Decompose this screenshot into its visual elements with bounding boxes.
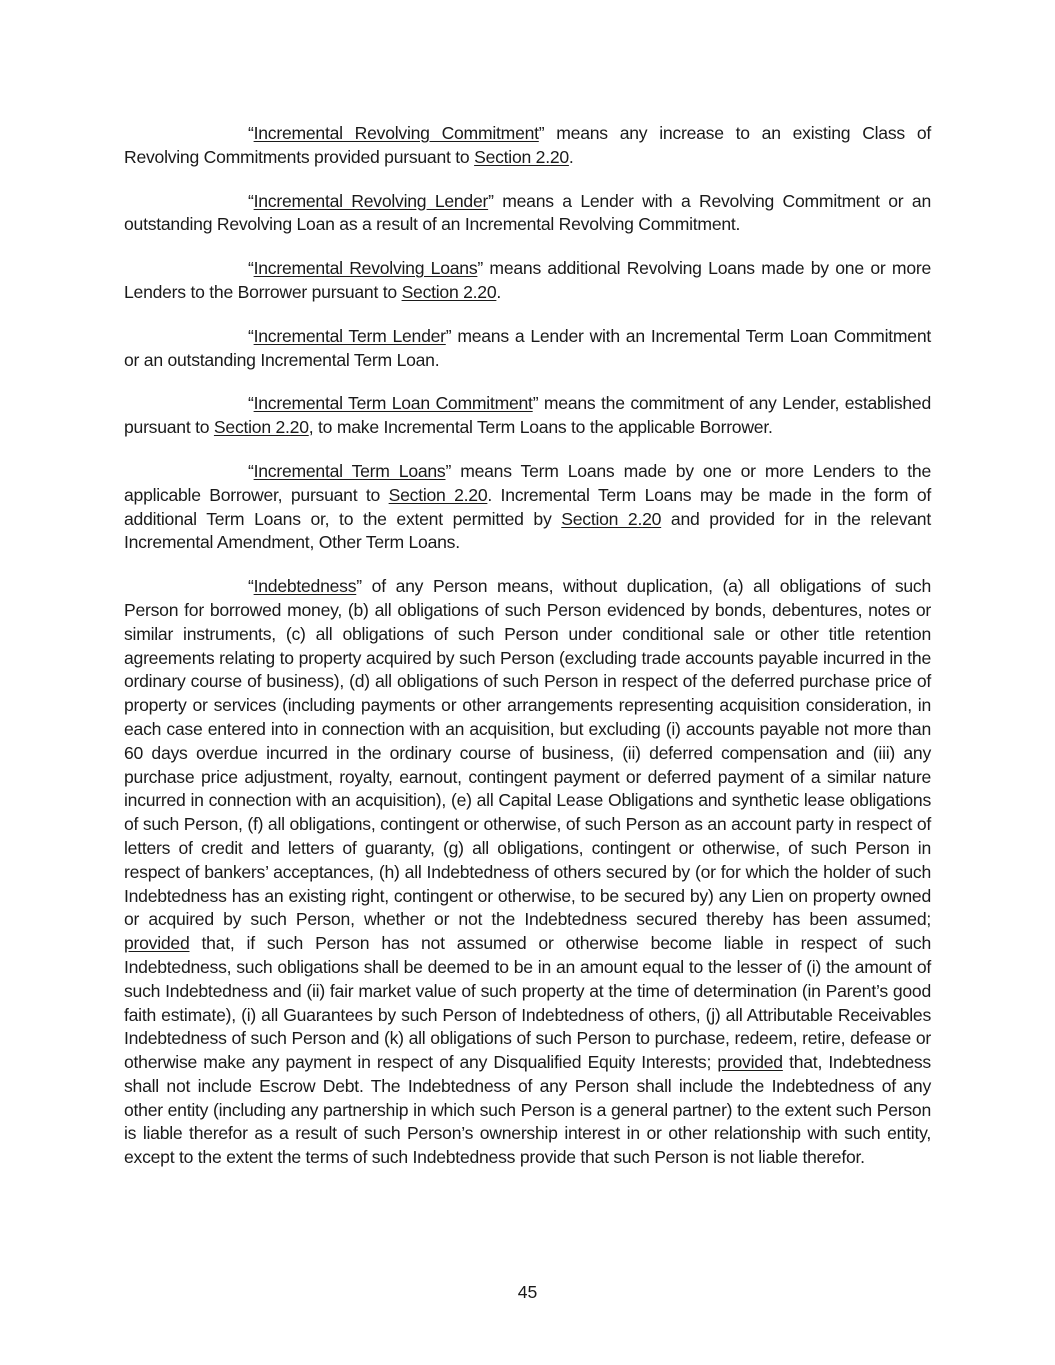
underlined-reference: provided <box>124 933 190 954</box>
definition-paragraph <box>124 325 931 373</box>
defined-term: Incremental Revolving Commitment <box>253 123 539 143</box>
definition-text: . <box>496 281 502 302</box>
definition-text: means additional Revolving Loans made by one or more Lenders to the Borrower pursuant to <box>124 258 931 302</box>
open-quote: “ <box>248 190 254 211</box>
close-quote: ” <box>477 258 483 279</box>
underlined-reference: Section 2.20 <box>388 484 488 505</box>
definition-paragraph <box>124 257 931 305</box>
open-quote: “ <box>248 123 254 143</box>
defined-term: Incremental Term Lender <box>253 325 446 346</box>
close-quote: ” <box>356 576 362 597</box>
open-quote: “ <box>248 325 254 346</box>
definition-paragraph <box>124 460 931 555</box>
definition-paragraph <box>124 122 931 170</box>
underlined-reference: Section 2.20 <box>474 146 569 167</box>
definition-text: of any Person means, without duplication, (a) all obligations of such Person for borrowed money, (b) all obligations of such Person evidenced by bonds, debentures, notes or similar instruments, (c) all obligations of such Person under conditional sale or other title retention agreements relating to property acquired by such Person (excluding trade accounts payable incurred in the ordinary course of business), (d) all obligations of such Person in respect of the deferred purchase price of property or services (including payments or other arrangements representing acquisition consideration, in each case entered into in connection with an acquisition, but excluding (i) accounts payable not more than 60 days overdue incurred in the ordinary course of business, (ii) deferred compensation and (iii) any purchase price adjustment, royalty, earnout, contingent payment or deferred payment of a similar nature incurred in connection with an acquisition), (e) all Capital Lease Obligations and synthetic lease obligations of such Person, (f) all obligations, contingent or otherwise, of such Person as an account party in respect of letters of credit and letters of guaranty, (g) all obligations, contingent or otherwise, of such Person in respect of bankers’ acceptances, (h) all Indebtedness of others secured by (or for which the holder of such Indebtedness has an existing right, contingent or otherwise, to be secured by) any Lien on property owned or acquired by such Person, whether or not the Indebtedness secured thereby has been assumed; <box>124 576 931 930</box>
close-quote: ” <box>532 393 539 414</box>
close-quote: ” <box>445 325 452 346</box>
open-quote: “ <box>248 460 254 481</box>
open-quote: “ <box>248 258 254 279</box>
definition-text: means any increase to an existing Class of Revolving Commitments provided pursuant to <box>124 123 931 167</box>
underlined-reference: Section 2.20 <box>561 508 662 529</box>
open-quote: “ <box>248 393 254 414</box>
close-quote: ” <box>488 190 494 211</box>
definition-paragraph <box>124 392 931 440</box>
underlined-reference: Section 2.20 <box>401 281 497 302</box>
definition-text: means a Lender with a Revolving Commitment or an outstanding Revolving Loan as a result of an Incremental Revolving Commitment. <box>124 190 931 235</box>
document-body <box>124 122 931 1190</box>
definition-text: that, Indebtedness shall not include Escrow Debt. The Indebtedness of any Person shall include the Indebtedness of any other entity (including any partnership in which such Person is a general partner) to the extent such Person is liable therefor as a result of such Person’s ownership interest in or other relationship with such entity, except to the extent the terms of such Indebtedness provide that such Person is not liable therefor. <box>124 1052 931 1168</box>
underlined-reference: provided <box>717 1052 783 1073</box>
definition-text: . <box>568 146 574 167</box>
definition-text: means the commitment of any Lender, established pursuant to <box>124 393 931 438</box>
definition-text: that, if such Person has not assumed or otherwise become liable in respect of such Indebtedness, such obligations shall be deemed to be in an amount equal to the lesser of (i) the amount of such Indebtedness and (ii) fair market value of such property at the time of determination (in Parent’s good faith estimate), (i) all Guarantees by such Person of Indebtedness of others, (j) all Attributable Receivables Indebtedness of such Person and (k) all obligations of such Person to purchase, redeem, retire, defease or otherwise make any payment in respect of any Disqualified Equity Interests; <box>124 933 931 1073</box>
open-quote: “ <box>248 576 254 597</box>
definition-text: means a Lender with an Incremental Term Loan Commitment or an outstanding Incremental Term Loan. <box>124 325 931 370</box>
definition-text: . Incremental Term Loans may be made in the form of additional Term Loans or, to the extent permitted by <box>124 484 931 529</box>
definition-paragraph <box>124 190 931 238</box>
definition-text: and provided for in the relevant Incremental Amendment, Other Term Loans. <box>124 508 931 553</box>
defined-term: Incremental Term Loan Commitment <box>253 393 533 414</box>
definition-text: , to make Incremental Term Loans to the applicable Borrower. <box>308 417 773 438</box>
defined-term: Indebtedness <box>253 576 357 597</box>
close-quote: ” <box>538 123 545 143</box>
close-quote: ” <box>445 460 452 481</box>
defined-term: Incremental Revolving Lender <box>253 190 489 211</box>
defined-term: Incremental Revolving Loans <box>253 258 478 279</box>
page-number: 45 <box>517 1282 538 1302</box>
defined-term: Incremental Term Loans <box>253 460 446 481</box>
definition-text: means Term Loans made by one or more Lenders to the applicable Borrower, pursuant to <box>124 460 931 505</box>
underlined-reference: Section 2.20 <box>213 417 309 438</box>
definition-paragraph <box>124 575 931 1170</box>
